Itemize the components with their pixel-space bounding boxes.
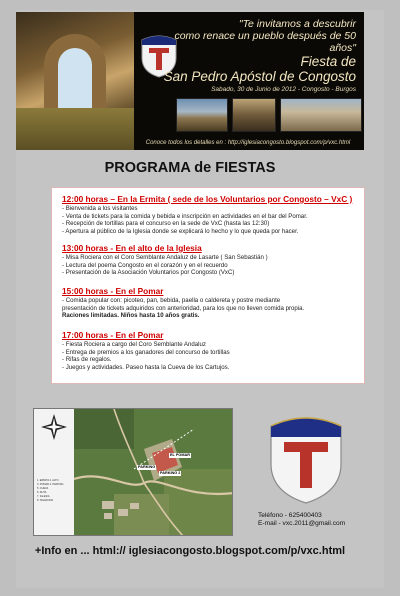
aerial-map — [74, 409, 233, 536]
fiesta-line-1: Fiesta de — [300, 54, 356, 69]
details-link[interactable]: Conoce todos los detalles en : http://iglesiacongosto.blogspot.com/p/vxc.html — [145, 140, 351, 146]
slot-1200 — [62, 194, 362, 235]
slot-heading: 12:00 horas – En la Ermita ( sede de los Voluntarios por Congosto – VxC ) — [62, 194, 353, 204]
slot-note: Raciones limitadas. Niños hasta 10 años gratis. — [62, 312, 200, 320]
headline-line-2: como renace un pueblo después de 50 años" — [174, 30, 356, 54]
legend-item: 8. TELEFONO — [37, 499, 54, 502]
slot-item: - Juegos y actividades. Paseo hasta la Cueva de los Cartujos. — [62, 363, 230, 371]
invitation-headline — [156, 18, 356, 54]
legend-list — [37, 479, 71, 503]
slot-heading: 13:00 horas - En el alto de la Iglesia — [62, 243, 202, 253]
legend-item: 7. IGLESIA — [37, 495, 50, 498]
slot-item: - Comida popular con: picoteo, pan, bebida, paella o caldereta y postre mediante — [62, 297, 281, 304]
location-map — [33, 408, 233, 536]
arch-photo — [44, 34, 106, 112]
contact-phone[interactable]: Teléfono - 625400403 — [258, 512, 322, 519]
slot-1300 — [62, 243, 362, 277]
slot-item: - Recepción de tortillas para el concurso en la sede de VxC (hasta las 12:30) — [62, 220, 270, 228]
slot-1500 — [62, 286, 362, 320]
group-thumb — [280, 98, 362, 132]
legend-item: 5. CUEVA — [37, 487, 49, 490]
program-title — [16, 160, 364, 176]
legend-item: 6. RUTA — [37, 491, 47, 494]
map-legend — [34, 409, 74, 536]
slot-item: - Rifas de regalos. — [62, 356, 112, 364]
map-label-pomar: EL POMAR — [170, 453, 190, 457]
footer-info-link[interactable]: +Info en ... html:// iglesiacongosto.blogspot.com/p/vxc.html — [34, 545, 346, 557]
program-box — [51, 187, 365, 384]
event-date: Sabado, 30 de Junio de 2012 - Congosto - Burgos — [211, 86, 356, 93]
slot-item: - Lectura del poema Congosto en el corazón y en el recuerdo — [62, 261, 228, 269]
slot-item: presentación de tickets adquiridos con anterioridad, para los que no lleven comida propia. — [62, 304, 305, 312]
slot-item: - Apertura al público de la Iglesia donde se explicará lo hecho y lo que queda por hacer. — [62, 227, 299, 235]
slot-item: - Presentación de la Asociación Voluntarios por Congosto (VxC) — [62, 269, 235, 277]
header-banner — [16, 12, 364, 150]
shield-logo — [268, 412, 344, 504]
fiesta-title — [136, 54, 356, 84]
legend-item: 1. ERMITA 2. ALTO — [37, 479, 59, 482]
cave-thumb — [232, 98, 276, 132]
slot-item: - Fiesta Rociera a cargo del Coro Semblante Andaluz — [62, 341, 206, 348]
slot-1700 — [62, 330, 362, 371]
compass-icon — [40, 413, 68, 441]
slot-item: - Bienvenida a los visitantes — [62, 205, 138, 212]
slot-heading: 17:00 horas - En el Pomar — [62, 330, 164, 340]
slot-heading: 15:00 horas - En el Pomar — [62, 286, 164, 296]
slot-item: - Venta de tickets para la comida y bebida e inscripción en actividades en el bar del Pomar. — [62, 212, 308, 220]
headline-line-1: "Te invitamos a descubrir — [238, 18, 356, 30]
legend-item: 3. POMAR 4. PARKING — [37, 483, 64, 486]
map-label-parking: PARKING — [138, 465, 156, 469]
photo-strip — [176, 98, 362, 132]
program-title-word: PROGRAMA — [104, 160, 191, 176]
field-photo — [16, 108, 134, 150]
church-thumb — [176, 98, 228, 132]
contact-email[interactable]: E-mail - vxc.2011@gmail.com — [258, 520, 346, 527]
slot-item: - Entrega de premios a los ganadores del concurso de tortillas — [62, 348, 230, 356]
contact-info — [258, 512, 368, 528]
map-label-parking-2: PARKING 2 — [160, 471, 181, 475]
program-title-de: de — [194, 160, 212, 176]
slot-item: - Misa Rociera con el Coro Semblante Andaluz de Lasarte ( San Sebastián ) — [62, 254, 268, 261]
fiesta-line-2: San Pedro Apóstol de Congosto — [163, 69, 356, 84]
program-title-fiestas: FIESTAS — [215, 160, 276, 176]
